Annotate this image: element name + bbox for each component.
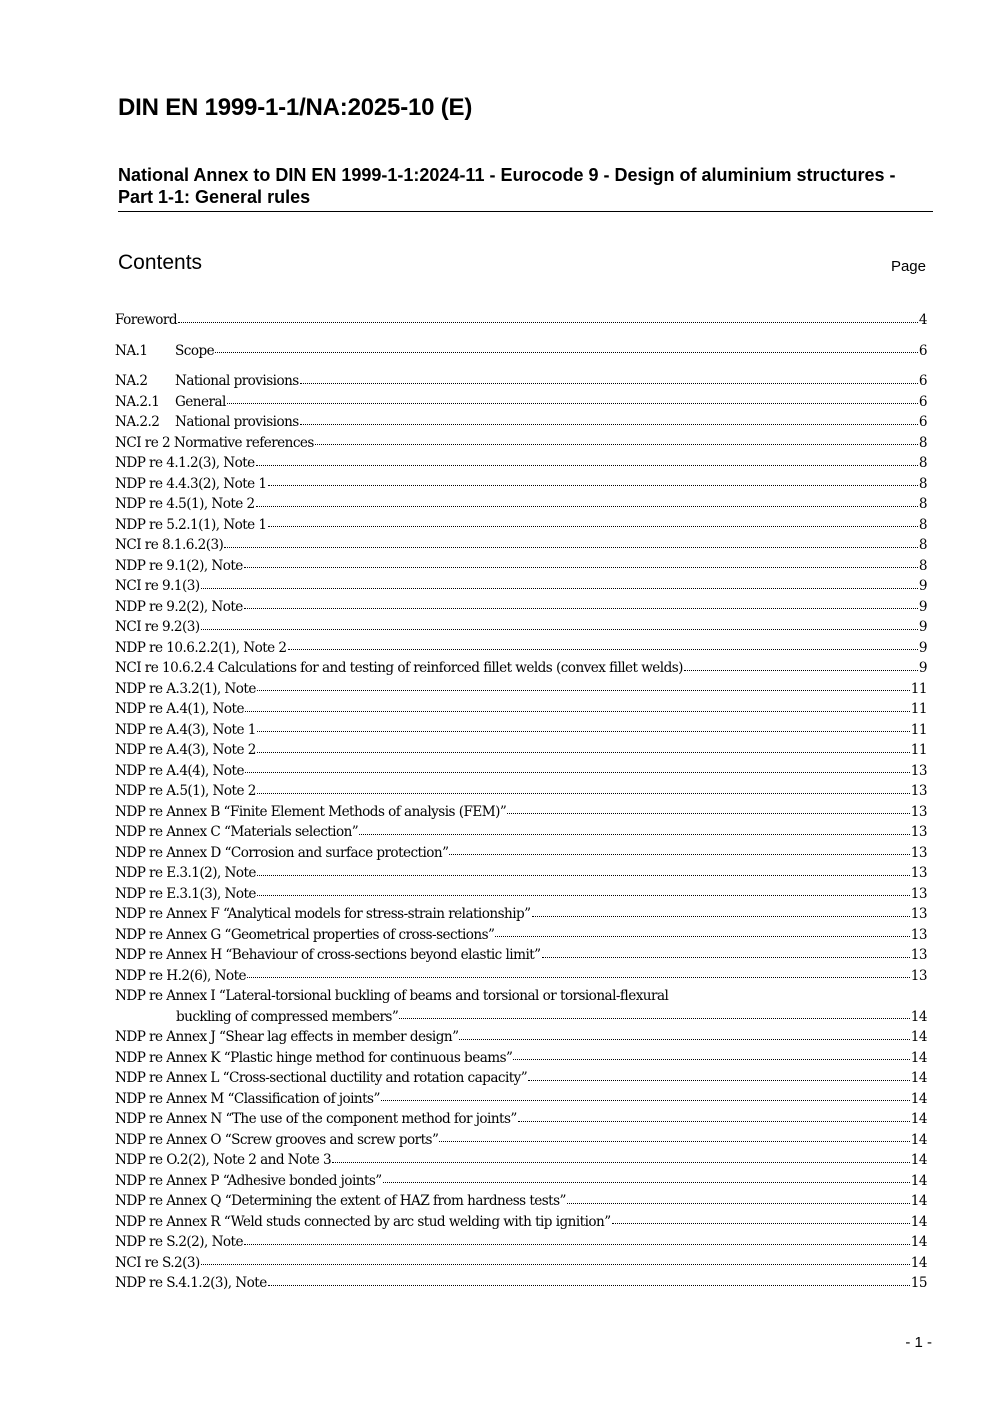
toc-entry-page: 9 <box>918 639 927 656</box>
toc-entry[interactable] <box>115 658 927 679</box>
toc-entry-page: 14 <box>910 1193 927 1209</box>
toc-entry-title: Scope <box>175 342 215 359</box>
toc-entry[interactable] <box>115 392 927 413</box>
leader-dots <box>245 771 910 773</box>
leader-dots <box>542 956 910 958</box>
toc-entry-title: NDP re Annex M “Classification of joints” <box>115 1090 380 1107</box>
toc-entry-title: NDP re A.4(4), Note <box>115 762 244 779</box>
document-subtitle: National Annex to DIN EN 1999-1-1:2024-11 - Eurocode 9 - Design of aluminium structures - Part 1-1: General rules <box>118 164 933 212</box>
toc-entry-number: NA.2 <box>115 373 148 389</box>
toc-entry-title: NDP re A.4(1), Note <box>115 701 244 717</box>
toc-entry-title: NDP re 9.1(2), Note <box>115 557 243 574</box>
toc-entry-page: 14 <box>910 1070 927 1086</box>
toc-entry-page: 9 <box>918 660 927 676</box>
leader-dots <box>300 423 918 425</box>
toc-entry-title: NDP re 4.1.2(3), Note <box>115 455 255 471</box>
toc-entry-title: NDP re Annex L “Cross-sectional ductility and rotation capacity” <box>115 1070 528 1086</box>
leader-dots <box>439 1140 909 1142</box>
toc-entry-title: NDP re 5.2.1(1), Note 1 <box>115 516 267 533</box>
toc-entry-title: NCI re 9.2(3) <box>115 619 200 635</box>
toc-entry[interactable] <box>115 802 927 823</box>
toc-entry-page: 6 <box>918 414 927 430</box>
toc-entry-page: 14 <box>910 1029 927 1045</box>
toc-entry-page: 11 <box>910 742 927 758</box>
toc-entry-page: 14 <box>910 1234 927 1250</box>
leader-dots <box>399 1017 910 1019</box>
toc-entry-title: NDP re Annex O “Screw grooves and screw ports” <box>115 1131 439 1148</box>
toc-entry[interactable] <box>115 1150 927 1171</box>
leader-dots <box>359 833 910 835</box>
toc-entry-page: 8 <box>918 516 927 533</box>
toc-entry-title: NDP re Annex Q “Determining the extent of HAZ from hardness tests” <box>115 1193 566 1209</box>
toc-entry-page: 13 <box>910 865 927 881</box>
leader-dots <box>257 689 910 691</box>
contents-heading: Contents <box>118 251 203 274</box>
leader-dots <box>684 669 918 671</box>
toc-entry[interactable] <box>115 341 927 362</box>
toc-entry-title: NCI re 8.1.6.2(3) <box>115 537 224 553</box>
toc-entry-page: 14 <box>910 1090 927 1107</box>
toc-entry-title: NDP re H.2(6), Note <box>115 967 246 984</box>
toc-entry-title: NDP re 4.4.3(2), Note 1 <box>115 475 267 492</box>
leader-dots <box>256 464 918 466</box>
toc-entry[interactable] <box>115 1273 927 1294</box>
toc-entry-page: 14 <box>910 1131 927 1148</box>
document-title: DIN EN 1999-1-1/NA:2025-10 (E) <box>118 94 473 121</box>
leader-dots <box>315 443 918 445</box>
leader-dots <box>257 751 910 753</box>
leader-dots <box>268 1284 910 1286</box>
toc-entry-title: NDP re A.3.2(1), Note <box>115 680 256 697</box>
leader-dots <box>247 976 910 978</box>
toc-entry-title: NDP re Annex H “Behaviour of cross-sections beyond elastic limit” <box>115 947 541 963</box>
toc-entry-page: 14 <box>910 1008 927 1025</box>
leader-dots <box>227 402 918 404</box>
leader-dots <box>224 546 918 548</box>
toc-entry-number: NA.2.2 <box>115 414 160 430</box>
leader-dots <box>244 1243 910 1245</box>
leader-dots <box>201 587 918 589</box>
toc-entry-page: 13 <box>910 762 927 779</box>
toc-entry-page: 13 <box>910 926 927 943</box>
toc-entry[interactable] <box>115 1089 927 1110</box>
leader-dots <box>268 525 918 527</box>
toc-entry[interactable] <box>115 1171 927 1192</box>
toc-entry-title: NDP re Annex C “Materials selection” <box>115 824 359 840</box>
toc-entry[interactable] <box>115 453 927 474</box>
toc-entry[interactable] <box>115 597 927 618</box>
toc-entry-page: 11 <box>910 680 927 697</box>
toc-entry-page: 8 <box>918 557 927 574</box>
toc-entry-page: 8 <box>918 496 927 512</box>
leader-dots <box>257 894 910 896</box>
leader-dots <box>201 628 918 630</box>
leader-dots <box>244 566 918 568</box>
toc-entry-title: NDP re Annex N “The use of the component method for joints” <box>115 1111 517 1127</box>
toc-entry-page: 9 <box>918 619 927 635</box>
toc-entry[interactable] <box>115 535 927 556</box>
toc-entry-page: 14 <box>910 1152 927 1168</box>
toc-entry-page: 13 <box>910 783 927 799</box>
toc-entry-title: NCI re 2 Normative references <box>115 434 314 451</box>
toc-entry-number: NA.1 <box>115 342 148 359</box>
toc-entry[interactable] <box>115 966 927 987</box>
toc-entry[interactable] <box>115 1191 927 1212</box>
toc-entry-title: NDP re A.4(3), Note 1 <box>115 721 256 738</box>
toc-entry-number: NA.2.1 <box>115 393 160 410</box>
toc-entry-title: National provisions <box>175 373 299 389</box>
toc-entry[interactable] <box>115 433 927 454</box>
toc-entry-title: NDP re 9.2(2), Note <box>115 598 243 615</box>
toc-entry-page: 11 <box>910 721 927 738</box>
toc-entry-title: NDP re Annex K “Plastic hinge method for continuous beams” <box>115 1049 513 1066</box>
toc-entry-title: NDP re S.2(2), Note <box>115 1234 243 1250</box>
toc-entry[interactable] <box>115 310 927 331</box>
table-of-contents <box>115 310 927 1294</box>
toc-entry-title: NDP re A.4(3), Note 2 <box>115 742 256 758</box>
leader-dots <box>507 812 910 814</box>
leader-dots <box>518 1120 910 1122</box>
toc-entry-page: 13 <box>910 844 927 861</box>
leader-dots <box>257 874 910 876</box>
footer-page-number: - 1 - <box>905 1334 932 1351</box>
toc-entry-page: 8 <box>918 455 927 471</box>
leader-dots <box>612 1222 910 1224</box>
toc-entry-title-continued: buckling of compressed members” <box>176 1008 399 1025</box>
toc-entry[interactable] <box>115 515 927 536</box>
toc-entry-title: NDP re Annex G “Geometrical properties of cross-sections” <box>115 926 495 943</box>
leader-dots <box>245 710 910 712</box>
toc-entry-page: 14 <box>910 1254 927 1271</box>
leader-dots <box>383 1181 910 1183</box>
toc-entry[interactable] <box>115 1109 927 1130</box>
toc-entry[interactable] <box>115 1130 927 1151</box>
toc-entry-page: 13 <box>910 967 927 984</box>
toc-entry-page: 13 <box>910 947 927 963</box>
toc-entry[interactable] <box>115 474 927 495</box>
toc-entry[interactable] <box>115 986 927 1027</box>
toc-entry-page: 6 <box>918 342 927 359</box>
toc-entry-title: NDP re Annex F “Analytical models for stress-strain relationship” <box>115 906 531 922</box>
toc-entry[interactable] <box>115 617 927 638</box>
leader-dots <box>513 1058 909 1060</box>
toc-entry[interactable] <box>115 1027 927 1048</box>
toc-entry[interactable] <box>115 904 927 925</box>
toc-entry-title: NDP re 10.6.2.2(1), Note 2 <box>115 639 287 656</box>
toc-entry[interactable] <box>115 638 927 659</box>
toc-entry[interactable] <box>115 371 927 392</box>
toc-entry-page: 11 <box>910 701 927 717</box>
leader-dots <box>567 1202 910 1204</box>
leader-dots <box>244 607 918 609</box>
toc-entry[interactable] <box>115 1048 927 1069</box>
toc-entry[interactable] <box>115 884 927 905</box>
toc-entry[interactable] <box>115 720 927 741</box>
toc-entry-page: 8 <box>918 434 927 451</box>
toc-entry-title: NDP re E.3.1(3), Note <box>115 885 256 902</box>
leader-dots <box>381 1099 910 1101</box>
toc-entry[interactable] <box>115 699 927 720</box>
toc-entry-title: NCI re S.2(3) <box>115 1254 200 1271</box>
leader-dots <box>201 1263 910 1265</box>
toc-entry[interactable] <box>115 843 927 864</box>
leader-dots <box>300 382 918 384</box>
toc-entry[interactable] <box>115 412 927 433</box>
leader-dots <box>257 730 910 732</box>
leader-dots <box>495 935 909 937</box>
toc-entry[interactable] <box>115 1253 927 1274</box>
toc-entry-page: 6 <box>918 393 927 410</box>
toc-entry[interactable] <box>115 740 927 761</box>
toc-entry-page: 14 <box>910 1049 927 1066</box>
leader-dots <box>257 792 910 794</box>
toc-entry-page: 15 <box>910 1275 927 1291</box>
toc-entry-title: National provisions <box>175 414 299 430</box>
leader-dots <box>332 1161 910 1163</box>
toc-entry-title: NDP re 4.5(1), Note 2 <box>115 496 255 512</box>
toc-entry-title: Foreword <box>115 312 178 328</box>
toc-entry[interactable] <box>115 576 927 597</box>
leader-dots <box>532 915 910 917</box>
leader-dots <box>268 484 918 486</box>
toc-entry-title: NDP re Annex I “Lateral-torsional buckling of beams and torsional or torsional-flexural <box>115 988 669 1004</box>
toc-entry[interactable] <box>115 494 927 515</box>
toc-entry-title: NDP re Annex B “Finite Element Methods of analysis (FEM)” <box>115 803 507 820</box>
leader-dots <box>256 505 918 507</box>
toc-entry-title: NDP re E.3.1(2), Note <box>115 865 256 881</box>
toc-entry-page: 13 <box>910 885 927 902</box>
toc-entry[interactable] <box>115 945 927 966</box>
toc-entry-title: NDP re S.4.1.2(3), Note <box>115 1275 267 1291</box>
toc-entry-page: 13 <box>910 906 927 922</box>
leader-dots <box>178 321 918 323</box>
toc-entry[interactable] <box>115 863 927 884</box>
leader-dots <box>528 1079 910 1081</box>
toc-entry-page: 14 <box>910 1213 927 1230</box>
toc-entry-page: 9 <box>918 578 927 594</box>
toc-entry-title: NDP re A.5(1), Note 2 <box>115 783 256 799</box>
leader-dots <box>459 1038 909 1040</box>
toc-entry-page: 6 <box>918 373 927 389</box>
toc-entry[interactable] <box>115 822 927 843</box>
toc-entry-title: General <box>175 393 226 410</box>
toc-entry[interactable] <box>115 925 927 946</box>
toc-entry-page: 14 <box>910 1111 927 1127</box>
toc-entry[interactable] <box>115 1212 927 1233</box>
toc-entry-title: NDP re Annex J “Shear lag effects in member design” <box>115 1029 459 1045</box>
toc-entry-title: NDP re Annex R “Weld studs connected by arc stud welding with tip ignition” <box>115 1213 611 1230</box>
leader-dots <box>215 351 918 353</box>
toc-entry-page: 9 <box>918 598 927 615</box>
toc-entry-page: 8 <box>918 475 927 492</box>
toc-entry[interactable] <box>115 781 927 802</box>
toc-entry-page: 14 <box>910 1172 927 1189</box>
toc-entry-title: NCI re 9.1(3) <box>115 578 200 594</box>
leader-dots <box>288 648 918 650</box>
toc-entry-page: 8 <box>918 537 927 553</box>
leader-dots <box>449 853 909 855</box>
toc-entry[interactable] <box>115 761 927 782</box>
toc-entry[interactable] <box>115 1232 927 1253</box>
toc-entry[interactable] <box>115 1068 927 1089</box>
toc-entry[interactable] <box>115 556 927 577</box>
toc-entry-title: NCI re 10.6.2.4 Calculations for and testing of reinforced fillet welds (convex fillet welds) <box>115 660 683 676</box>
page-column-label: Page <box>890 258 926 275</box>
toc-entry-title: NDP re O.2(2), Note 2 and Note 3 <box>115 1152 332 1168</box>
toc-entry-title: NDP re Annex P “Adhesive bonded joints” <box>115 1172 382 1189</box>
toc-entry[interactable] <box>115 679 927 700</box>
toc-entry-page: 13 <box>910 803 927 820</box>
toc-entry-title: NDP re Annex D “Corrosion and surface protection” <box>115 844 449 861</box>
toc-entry-page: 4 <box>918 312 927 328</box>
toc-entry-page: 13 <box>910 824 927 840</box>
